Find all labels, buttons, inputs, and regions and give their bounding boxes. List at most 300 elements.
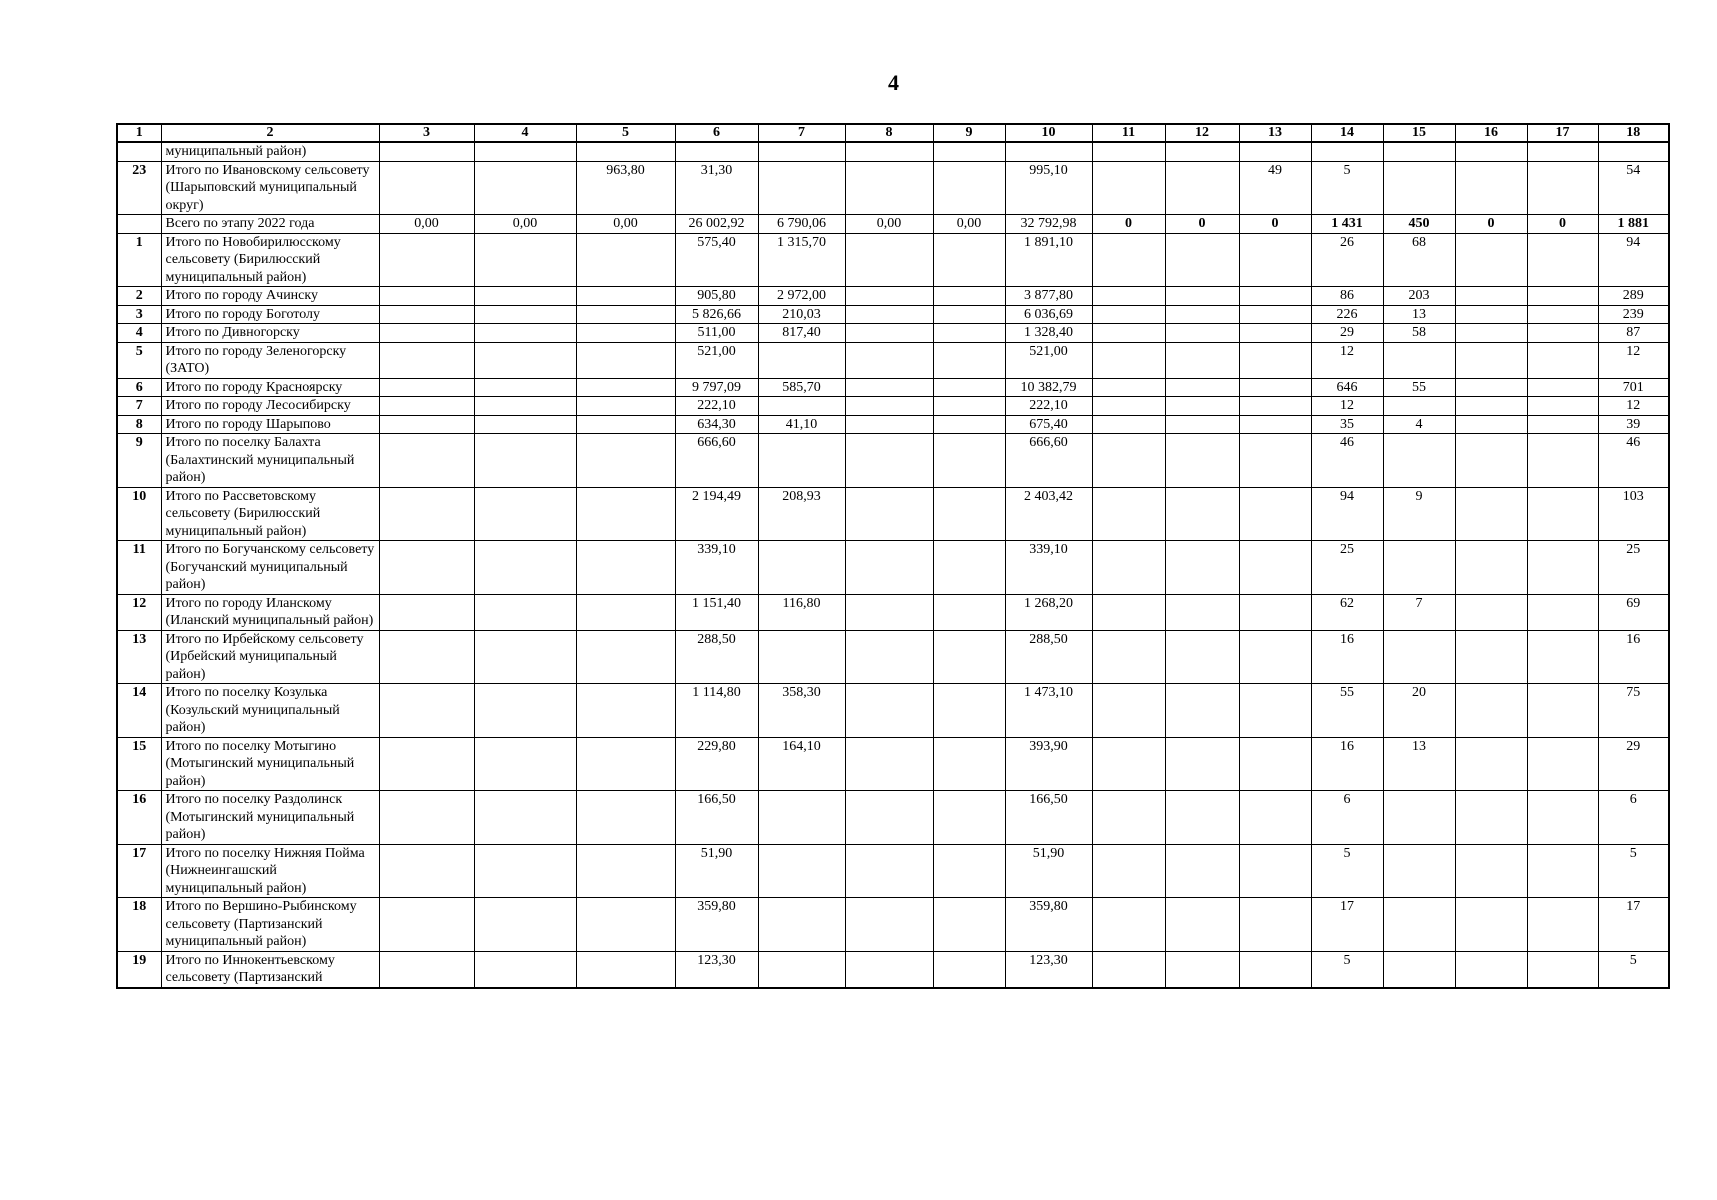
- column-header: 10: [1005, 124, 1092, 142]
- name-cell: Итого по городу Красноярску: [161, 378, 379, 397]
- value-cell: [576, 233, 675, 287]
- value-cell: 41,10: [758, 415, 845, 434]
- value-cell: 288,50: [675, 630, 758, 684]
- value-cell: [1165, 287, 1239, 306]
- value-cell: [1455, 142, 1527, 161]
- value-cell: [1527, 684, 1598, 738]
- value-cell: [1092, 161, 1165, 215]
- name-cell: Итого по поселку Балахта (Балахтинский муниципальный район): [161, 434, 379, 488]
- value-cell: 16: [1598, 630, 1669, 684]
- value-cell: [379, 737, 474, 791]
- value-cell: [933, 684, 1005, 738]
- value-cell: [758, 791, 845, 845]
- value-cell: [1455, 951, 1527, 988]
- column-header: 4: [474, 124, 576, 142]
- value-cell: [933, 142, 1005, 161]
- value-cell: [1455, 378, 1527, 397]
- row-number-cell: 3: [117, 305, 161, 324]
- value-cell: 222,10: [1005, 397, 1092, 416]
- table-row: [117, 684, 1669, 738]
- value-cell: [1092, 434, 1165, 488]
- table-header-row: [117, 124, 1669, 142]
- value-cell: 123,30: [675, 951, 758, 988]
- value-cell: [1165, 434, 1239, 488]
- value-cell: [576, 378, 675, 397]
- value-cell: [758, 541, 845, 595]
- value-cell: 35: [1311, 415, 1383, 434]
- value-cell: 25: [1311, 541, 1383, 595]
- value-cell: 203: [1383, 287, 1455, 306]
- value-cell: [1092, 305, 1165, 324]
- value-cell: 359,80: [1005, 898, 1092, 952]
- value-cell: 226: [1311, 305, 1383, 324]
- value-cell: [474, 287, 576, 306]
- value-cell: [1165, 342, 1239, 378]
- value-cell: [1092, 630, 1165, 684]
- value-cell: 39: [1598, 415, 1669, 434]
- value-cell: [933, 287, 1005, 306]
- value-cell: 5: [1598, 951, 1669, 988]
- name-cell: Итого по городу Шарыпово: [161, 415, 379, 434]
- value-cell: 164,10: [758, 737, 845, 791]
- value-cell: [576, 844, 675, 898]
- value-cell: [1383, 541, 1455, 595]
- value-cell: 0: [1527, 215, 1598, 234]
- value-cell: [1239, 487, 1311, 541]
- table-row: [117, 324, 1669, 343]
- value-cell: 1 881: [1598, 215, 1669, 234]
- value-cell: [379, 898, 474, 952]
- row-number-cell: 12: [117, 594, 161, 630]
- column-header: 14: [1311, 124, 1383, 142]
- column-header: 5: [576, 124, 675, 142]
- value-cell: [1527, 434, 1598, 488]
- column-header: 15: [1383, 124, 1455, 142]
- value-cell: 1 151,40: [675, 594, 758, 630]
- value-cell: [1527, 594, 1598, 630]
- value-cell: [1455, 541, 1527, 595]
- value-cell: 16: [1311, 737, 1383, 791]
- value-cell: 6 790,06: [758, 215, 845, 234]
- value-cell: 9: [1383, 487, 1455, 541]
- value-cell: 1 891,10: [1005, 233, 1092, 287]
- value-cell: [758, 630, 845, 684]
- value-cell: [1165, 630, 1239, 684]
- value-cell: [1455, 233, 1527, 287]
- value-cell: [379, 324, 474, 343]
- table-row: [117, 287, 1669, 306]
- column-header: 12: [1165, 124, 1239, 142]
- name-cell: Итого по поселку Нижняя Пойма (Нижнеингашский муниципальный район): [161, 844, 379, 898]
- row-number-cell: [117, 142, 161, 161]
- value-cell: [1455, 161, 1527, 215]
- value-cell: [1239, 324, 1311, 343]
- value-cell: 5: [1311, 951, 1383, 988]
- value-cell: [1383, 844, 1455, 898]
- value-cell: [1455, 342, 1527, 378]
- row-number-cell: 15: [117, 737, 161, 791]
- column-header: 3: [379, 124, 474, 142]
- row-number-cell: 9: [117, 434, 161, 488]
- value-cell: [1092, 233, 1165, 287]
- value-cell: [845, 161, 933, 215]
- value-cell: 5 826,66: [675, 305, 758, 324]
- value-cell: [474, 594, 576, 630]
- value-cell: [1527, 287, 1598, 306]
- value-cell: [1455, 487, 1527, 541]
- value-cell: [1455, 434, 1527, 488]
- name-cell: Итого по городу Боготолу: [161, 305, 379, 324]
- value-cell: [845, 324, 933, 343]
- value-cell: [1383, 161, 1455, 215]
- value-cell: [474, 397, 576, 416]
- value-cell: 51,90: [1005, 844, 1092, 898]
- value-cell: [758, 434, 845, 488]
- value-cell: [1598, 142, 1669, 161]
- name-cell: Итого по Вершино-Рыбинскому сельсовету (Партизанский муниципальный район): [161, 898, 379, 952]
- value-cell: 46: [1311, 434, 1383, 488]
- value-cell: [576, 287, 675, 306]
- value-cell: [845, 487, 933, 541]
- value-cell: 1 315,70: [758, 233, 845, 287]
- value-cell: [474, 305, 576, 324]
- value-cell: [1527, 415, 1598, 434]
- value-cell: 511,00: [675, 324, 758, 343]
- value-cell: [474, 541, 576, 595]
- value-cell: [1383, 434, 1455, 488]
- value-cell: [474, 142, 576, 161]
- table-row: [117, 951, 1669, 988]
- table-row: [117, 541, 1669, 595]
- value-cell: 31,30: [675, 161, 758, 215]
- table-row: [117, 737, 1669, 791]
- value-cell: 32 792,98: [1005, 215, 1092, 234]
- row-number-cell: 16: [117, 791, 161, 845]
- value-cell: 339,10: [675, 541, 758, 595]
- value-cell: [1383, 142, 1455, 161]
- value-cell: [1092, 287, 1165, 306]
- value-cell: [845, 630, 933, 684]
- value-cell: [933, 378, 1005, 397]
- value-cell: [379, 630, 474, 684]
- value-cell: 0,00: [933, 215, 1005, 234]
- value-cell: 12: [1311, 397, 1383, 416]
- row-number-cell: [117, 215, 161, 234]
- value-cell: 450: [1383, 215, 1455, 234]
- value-cell: 521,00: [675, 342, 758, 378]
- value-cell: [1092, 737, 1165, 791]
- value-cell: [474, 898, 576, 952]
- value-cell: [379, 434, 474, 488]
- column-header: 18: [1598, 124, 1669, 142]
- value-cell: [379, 342, 474, 378]
- value-cell: [1239, 791, 1311, 845]
- value-cell: [474, 161, 576, 215]
- value-cell: 905,80: [675, 287, 758, 306]
- table-row: [117, 487, 1669, 541]
- value-cell: [1239, 594, 1311, 630]
- value-cell: [1383, 397, 1455, 416]
- value-cell: [1239, 233, 1311, 287]
- value-cell: 51,90: [675, 844, 758, 898]
- table-row: [117, 434, 1669, 488]
- value-cell: [1455, 594, 1527, 630]
- value-cell: 26 002,92: [675, 215, 758, 234]
- value-cell: [845, 342, 933, 378]
- value-cell: [1383, 791, 1455, 845]
- value-cell: [675, 142, 758, 161]
- value-cell: [933, 397, 1005, 416]
- name-cell: Всего по этапу 2022 года: [161, 215, 379, 234]
- column-header: 1: [117, 124, 161, 142]
- value-cell: [1527, 378, 1598, 397]
- value-cell: 12: [1311, 342, 1383, 378]
- value-cell: 9 797,09: [675, 378, 758, 397]
- value-cell: [758, 951, 845, 988]
- value-cell: [576, 397, 675, 416]
- value-cell: [1165, 791, 1239, 845]
- value-cell: 0: [1165, 215, 1239, 234]
- value-cell: [1239, 737, 1311, 791]
- value-cell: [1092, 142, 1165, 161]
- value-cell: [576, 898, 675, 952]
- value-cell: [379, 541, 474, 595]
- value-cell: [758, 397, 845, 416]
- value-cell: 26: [1311, 233, 1383, 287]
- value-cell: 701: [1598, 378, 1669, 397]
- value-cell: [1165, 594, 1239, 630]
- value-cell: [1092, 594, 1165, 630]
- value-cell: [933, 594, 1005, 630]
- value-cell: [379, 161, 474, 215]
- value-cell: 0: [1239, 215, 1311, 234]
- value-cell: 339,10: [1005, 541, 1092, 595]
- value-cell: 2 403,42: [1005, 487, 1092, 541]
- value-cell: 0,00: [474, 215, 576, 234]
- value-cell: [1239, 684, 1311, 738]
- row-number-cell: 19: [117, 951, 161, 988]
- value-cell: [1092, 791, 1165, 845]
- value-cell: [1165, 415, 1239, 434]
- table-row: [117, 142, 1669, 161]
- value-cell: 585,70: [758, 378, 845, 397]
- value-cell: [933, 951, 1005, 988]
- value-cell: [933, 541, 1005, 595]
- value-cell: [1527, 342, 1598, 378]
- value-cell: 995,10: [1005, 161, 1092, 215]
- value-cell: [576, 305, 675, 324]
- value-cell: [1239, 378, 1311, 397]
- value-cell: 7: [1383, 594, 1455, 630]
- value-cell: 210,03: [758, 305, 845, 324]
- value-cell: [1092, 844, 1165, 898]
- value-cell: [474, 684, 576, 738]
- value-cell: 288,50: [1005, 630, 1092, 684]
- value-cell: [576, 737, 675, 791]
- value-cell: [845, 305, 933, 324]
- value-cell: 166,50: [1005, 791, 1092, 845]
- value-cell: [474, 434, 576, 488]
- value-cell: 54: [1598, 161, 1669, 215]
- value-cell: [933, 898, 1005, 952]
- value-cell: [1005, 142, 1092, 161]
- total-row: [117, 215, 1669, 234]
- table-row: [117, 898, 1669, 952]
- value-cell: [1239, 142, 1311, 161]
- value-cell: 29: [1311, 324, 1383, 343]
- table-row: [117, 342, 1669, 378]
- row-number-cell: 10: [117, 487, 161, 541]
- value-cell: 229,80: [675, 737, 758, 791]
- value-cell: 675,40: [1005, 415, 1092, 434]
- value-cell: [379, 594, 474, 630]
- table-row: [117, 791, 1669, 845]
- value-cell: [474, 844, 576, 898]
- value-cell: [1527, 737, 1598, 791]
- value-cell: 666,60: [675, 434, 758, 488]
- value-cell: [1311, 142, 1383, 161]
- value-cell: [1165, 305, 1239, 324]
- value-cell: 13: [1383, 737, 1455, 791]
- value-cell: [1092, 397, 1165, 416]
- value-cell: [1455, 305, 1527, 324]
- value-cell: 86: [1311, 287, 1383, 306]
- value-cell: [933, 487, 1005, 541]
- value-cell: [933, 161, 1005, 215]
- value-cell: [379, 233, 474, 287]
- row-number-cell: 8: [117, 415, 161, 434]
- value-cell: [1165, 737, 1239, 791]
- value-cell: 6: [1311, 791, 1383, 845]
- value-cell: 666,60: [1005, 434, 1092, 488]
- value-cell: [379, 415, 474, 434]
- value-cell: 49: [1239, 161, 1311, 215]
- value-cell: [474, 324, 576, 343]
- row-number-cell: 6: [117, 378, 161, 397]
- value-cell: 239: [1598, 305, 1669, 324]
- value-cell: [1455, 737, 1527, 791]
- value-cell: 208,93: [758, 487, 845, 541]
- row-number-cell: 11: [117, 541, 161, 595]
- column-header: 17: [1527, 124, 1598, 142]
- value-cell: 0,00: [379, 215, 474, 234]
- value-cell: 5: [1598, 844, 1669, 898]
- name-cell: Итого по поселку Козулька (Козульский муниципальный район): [161, 684, 379, 738]
- name-cell: Итого по городу Зеленогорску (ЗАТО): [161, 342, 379, 378]
- value-cell: [1383, 951, 1455, 988]
- value-cell: [474, 342, 576, 378]
- table-row: [117, 630, 1669, 684]
- value-cell: [1165, 233, 1239, 287]
- value-cell: [1527, 487, 1598, 541]
- value-cell: [933, 434, 1005, 488]
- table-row: [117, 594, 1669, 630]
- value-cell: 0,00: [576, 215, 675, 234]
- value-cell: [933, 737, 1005, 791]
- value-cell: [1527, 161, 1598, 215]
- value-cell: [1383, 630, 1455, 684]
- value-cell: 94: [1598, 233, 1669, 287]
- value-cell: [576, 434, 675, 488]
- value-cell: [933, 233, 1005, 287]
- value-cell: 0: [1455, 215, 1527, 234]
- row-number-cell: 14: [117, 684, 161, 738]
- value-cell: 25: [1598, 541, 1669, 595]
- value-cell: [1527, 791, 1598, 845]
- value-cell: [1527, 630, 1598, 684]
- value-cell: [1165, 142, 1239, 161]
- value-cell: [379, 487, 474, 541]
- row-number-cell: 13: [117, 630, 161, 684]
- value-cell: [576, 791, 675, 845]
- value-cell: [379, 844, 474, 898]
- row-number-cell: 17: [117, 844, 161, 898]
- value-cell: [1165, 844, 1239, 898]
- value-cell: [1239, 342, 1311, 378]
- value-cell: [933, 791, 1005, 845]
- value-cell: 12: [1598, 342, 1669, 378]
- value-cell: [474, 378, 576, 397]
- value-cell: [1165, 397, 1239, 416]
- value-cell: [379, 684, 474, 738]
- name-cell: Итого по городу Ачинску: [161, 287, 379, 306]
- value-cell: [576, 142, 675, 161]
- value-cell: 166,50: [675, 791, 758, 845]
- page-number: 4: [888, 70, 899, 95]
- name-cell: Итого по поселку Раздолинск (Мотыгинский муниципальный район): [161, 791, 379, 845]
- value-cell: 5: [1311, 844, 1383, 898]
- value-cell: [379, 378, 474, 397]
- value-cell: 17: [1598, 898, 1669, 952]
- value-cell: [1455, 415, 1527, 434]
- value-cell: [1527, 397, 1598, 416]
- value-cell: 103: [1598, 487, 1669, 541]
- value-cell: [1383, 898, 1455, 952]
- value-cell: [379, 951, 474, 988]
- value-cell: [474, 630, 576, 684]
- row-number-cell: 1: [117, 233, 161, 287]
- column-header: 2: [161, 124, 379, 142]
- table-row: [117, 233, 1669, 287]
- value-cell: [576, 541, 675, 595]
- value-cell: [1239, 844, 1311, 898]
- value-cell: [1092, 324, 1165, 343]
- value-cell: 521,00: [1005, 342, 1092, 378]
- value-cell: [845, 287, 933, 306]
- value-cell: 5: [1311, 161, 1383, 215]
- value-cell: [933, 415, 1005, 434]
- value-cell: [379, 287, 474, 306]
- value-cell: [1455, 898, 1527, 952]
- table-row: [117, 415, 1669, 434]
- value-cell: [1165, 378, 1239, 397]
- row-number-cell: 7: [117, 397, 161, 416]
- value-cell: [1092, 898, 1165, 952]
- name-cell: Итого по Дивногорску: [161, 324, 379, 343]
- name-cell: Итого по Рассветовскому сельсовету (Бирилюсский муниципальный район): [161, 487, 379, 541]
- value-cell: 817,40: [758, 324, 845, 343]
- table-row: [117, 161, 1669, 215]
- value-cell: [379, 305, 474, 324]
- value-cell: 58: [1383, 324, 1455, 343]
- value-cell: [1092, 951, 1165, 988]
- value-cell: [1092, 378, 1165, 397]
- value-cell: 55: [1383, 378, 1455, 397]
- value-cell: 2 194,49: [675, 487, 758, 541]
- value-cell: [1239, 541, 1311, 595]
- value-cell: [845, 594, 933, 630]
- value-cell: [1527, 305, 1598, 324]
